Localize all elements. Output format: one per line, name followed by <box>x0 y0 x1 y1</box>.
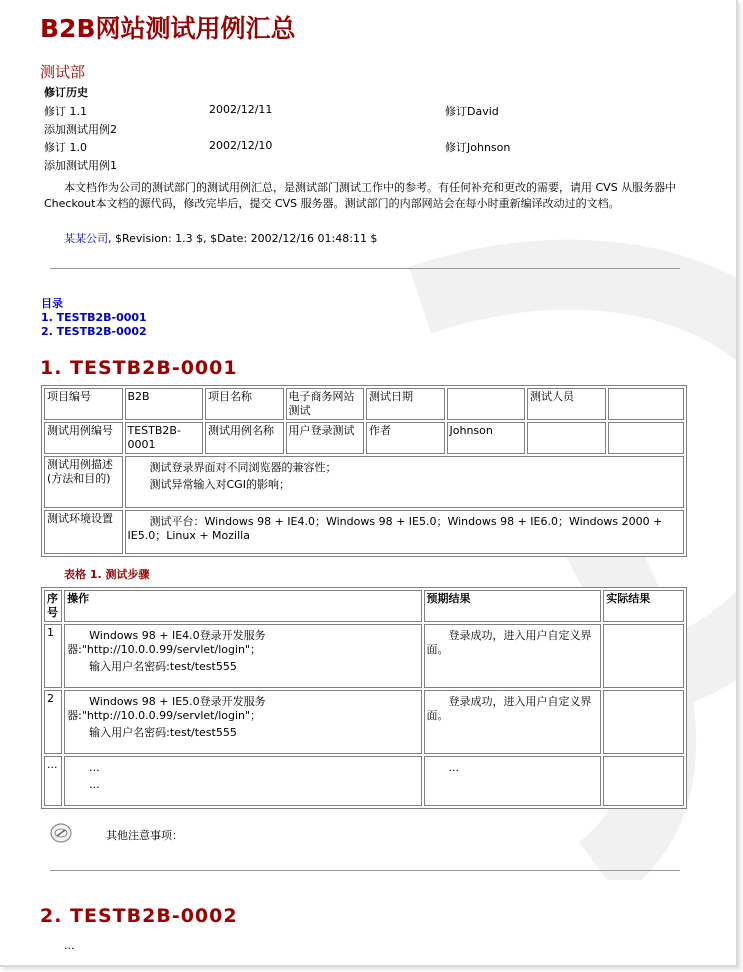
table-caption: 表格 1. 测试步骤 <box>64 568 150 581</box>
label-cell: 作者 <box>366 422 445 454</box>
note-icon <box>50 822 72 844</box>
case-name: 用户登录测试 <box>286 422 365 454</box>
revision-author: 修订David <box>445 105 499 118</box>
author-name: Johnson <box>447 422 526 454</box>
description-line: 测试登录界面对不同浏览器的兼容性； <box>149 461 337 474</box>
revision-number: 修订 1.0 <box>44 141 87 154</box>
cvs-revision-info: , $Revision: 1.3 $, $Date: 2002/12/16 01:48:11 $ <box>108 232 378 245</box>
label-cell: 项目名称 <box>205 388 284 420</box>
test-case-info-table <box>41 385 687 557</box>
table-row <box>44 756 684 806</box>
table-row <box>44 456 684 508</box>
department-name: 测试部 <box>40 63 86 81</box>
case-description <box>125 456 685 508</box>
step-actual-result <box>603 690 684 754</box>
label-cell: 测试用例编号 <box>44 422 123 454</box>
step-operation: ... ... <box>64 756 421 806</box>
label-cell: 项目编号 <box>44 388 123 420</box>
table-row <box>44 690 684 754</box>
label-cell: 测试环境设置 <box>44 510 123 554</box>
document-title: B2B网站测试用例汇总 <box>40 14 296 43</box>
project-name: 电子商务网站测试 <box>286 388 365 420</box>
label-cell: 测试用例名称 <box>205 422 284 454</box>
table-of-contents <box>41 297 147 339</box>
step-expected-result: 登录成功，进入用户自定义界面。 <box>424 624 602 688</box>
environment-settings: 测试平台：Windows 98 + IE4.0；Windows 98 + IE5.0；Windows 98 + IE6.0；Windows 2000 + IE5.0；Linux + Mozilla <box>125 510 685 554</box>
test-date <box>447 388 526 420</box>
company-link[interactable]: 某某公司 <box>64 232 108 245</box>
section-1-heading: 1. TESTB2B-0001 <box>40 357 238 379</box>
label-cell: 测试日期 <box>366 388 445 420</box>
step-number: 2 <box>44 690 62 754</box>
toc-link-section-1[interactable]: 1. TESTB2B-0001 <box>41 311 147 324</box>
step-actual-result <box>603 756 684 806</box>
step-expected-result: ... <box>424 756 602 806</box>
table-row <box>44 624 684 688</box>
step-actual-result <box>603 624 684 688</box>
divider <box>50 268 680 269</box>
column-header: 实际结果 <box>603 590 684 622</box>
case-number: TESTB2B-0001 <box>125 422 204 454</box>
document-page: B2B网站测试用例汇总 测试部 修订历史 修订 1.1 2002/12/11 修订David 添加测试用例2 修订 1.0 2002/12/10 修订Johnson 添加测试用例1 本文档作为公司的测试部门的测试用例汇总，是测试部门测试工作中的参考。有任何补充和更改的需要，请用 CVS 从服务器中Checkout本文档的源代码，修改完毕后，提交 CVS 服务器。测试部门的内部网站会在每小时重新编译改动过的文档。 某某公司, $Revision: 1.3 $, $Date: 2002/12/16 01:48:11 $ 目录 1. TESTB2B-0001 2. TESTB2B-0002 1. TESTB2B-0001 项目编号 B2B 项目名称 电子商务网站测试 测试日期 测试人员 测试用例编号 TESTB2B-0001 测试用例名称 用户登录测试 作者 Johnson 测试用例描述(方法和目的) 测试登录界面对不同浏览器的兼容性； 测试异常输入对CGI的影响； 测试环境设置 测试平台：Windows 98 + IE4.0；Windows 98 + IE5.0；Windows 98 + IE6.0；Windows 2000 + IE5.0；Linux + Mozilla 表格 1. 测试步骤 序号 操作 预期结果 实际结果 1 Windows 98 + IE4.0登录开发服务器:"http://10.0.0.99/servlet/login"； 输入用户名密码:test/test555 登录成功，进入用户自定义界面。 2 Windows 98 + IE5.0登录开发服务器:"http://10.0.0.99/servlet/login"； 输入用户名密码:test/test555 登录成功，进入用户自定义界面。 ... ... ... ... 其他注意事项： 2. TESTB2B-0002 ... <box>0 0 738 967</box>
step-number: 1 <box>44 624 62 688</box>
revision-history-label: 修订历史 <box>44 86 88 99</box>
label-cell: 测试用例描述(方法和目的) <box>44 456 123 508</box>
table-row <box>44 422 684 454</box>
section-2-body: ... <box>64 939 75 952</box>
column-header: 序号 <box>44 590 62 622</box>
revision-date: 2002/12/10 <box>209 139 273 152</box>
notes-label: 其他注意事项： <box>106 829 183 842</box>
table-header-row <box>44 590 684 622</box>
revision-number: 修订 1.1 <box>44 105 87 118</box>
divider <box>50 870 680 871</box>
revision-author: 修订Johnson <box>445 141 511 154</box>
section-2-heading: 2. TESTB2B-0002 <box>40 905 238 927</box>
empty-cell <box>527 422 606 454</box>
tester-name <box>608 388 685 420</box>
toc-link-section-2[interactable]: 2. TESTB2B-0002 <box>41 325 147 338</box>
step-operation: Windows 98 + IE4.0登录开发服务器:"http://10.0.0.99/servlet/login"； 输入用户名密码:test/test555 <box>64 624 421 688</box>
empty-cell <box>608 422 685 454</box>
step-operation: Windows 98 + IE5.0登录开发服务器:"http://10.0.0.99/servlet/login"； 输入用户名密码:test/test555 <box>64 690 421 754</box>
test-steps-table <box>41 587 687 809</box>
cvs-info-line <box>64 230 377 246</box>
intro-paragraph: 本文档作为公司的测试部门的测试用例汇总，是测试部门测试工作中的参考。有任何补充和更改的需要，请用 CVS 从服务器中Checkout本文档的源代码，修改完毕后，提交 CVS 服务器。测试部门的内部网站会在每小时重新编译改动过的文档。 <box>44 181 677 210</box>
table-row <box>44 510 684 554</box>
column-header: 预期结果 <box>424 590 602 622</box>
description-line: 测试异常输入对CGI的影响； <box>149 478 290 491</box>
revision-date: 2002/12/11 <box>209 103 273 116</box>
toc-title: 目录 <box>41 297 63 310</box>
column-header: 操作 <box>64 590 421 622</box>
step-expected-result: 登录成功，进入用户自定义界面。 <box>424 690 602 754</box>
label-cell: 测试人员 <box>527 388 606 420</box>
step-number: ... <box>44 756 62 806</box>
project-number: B2B <box>125 388 204 420</box>
table-row <box>44 388 684 420</box>
